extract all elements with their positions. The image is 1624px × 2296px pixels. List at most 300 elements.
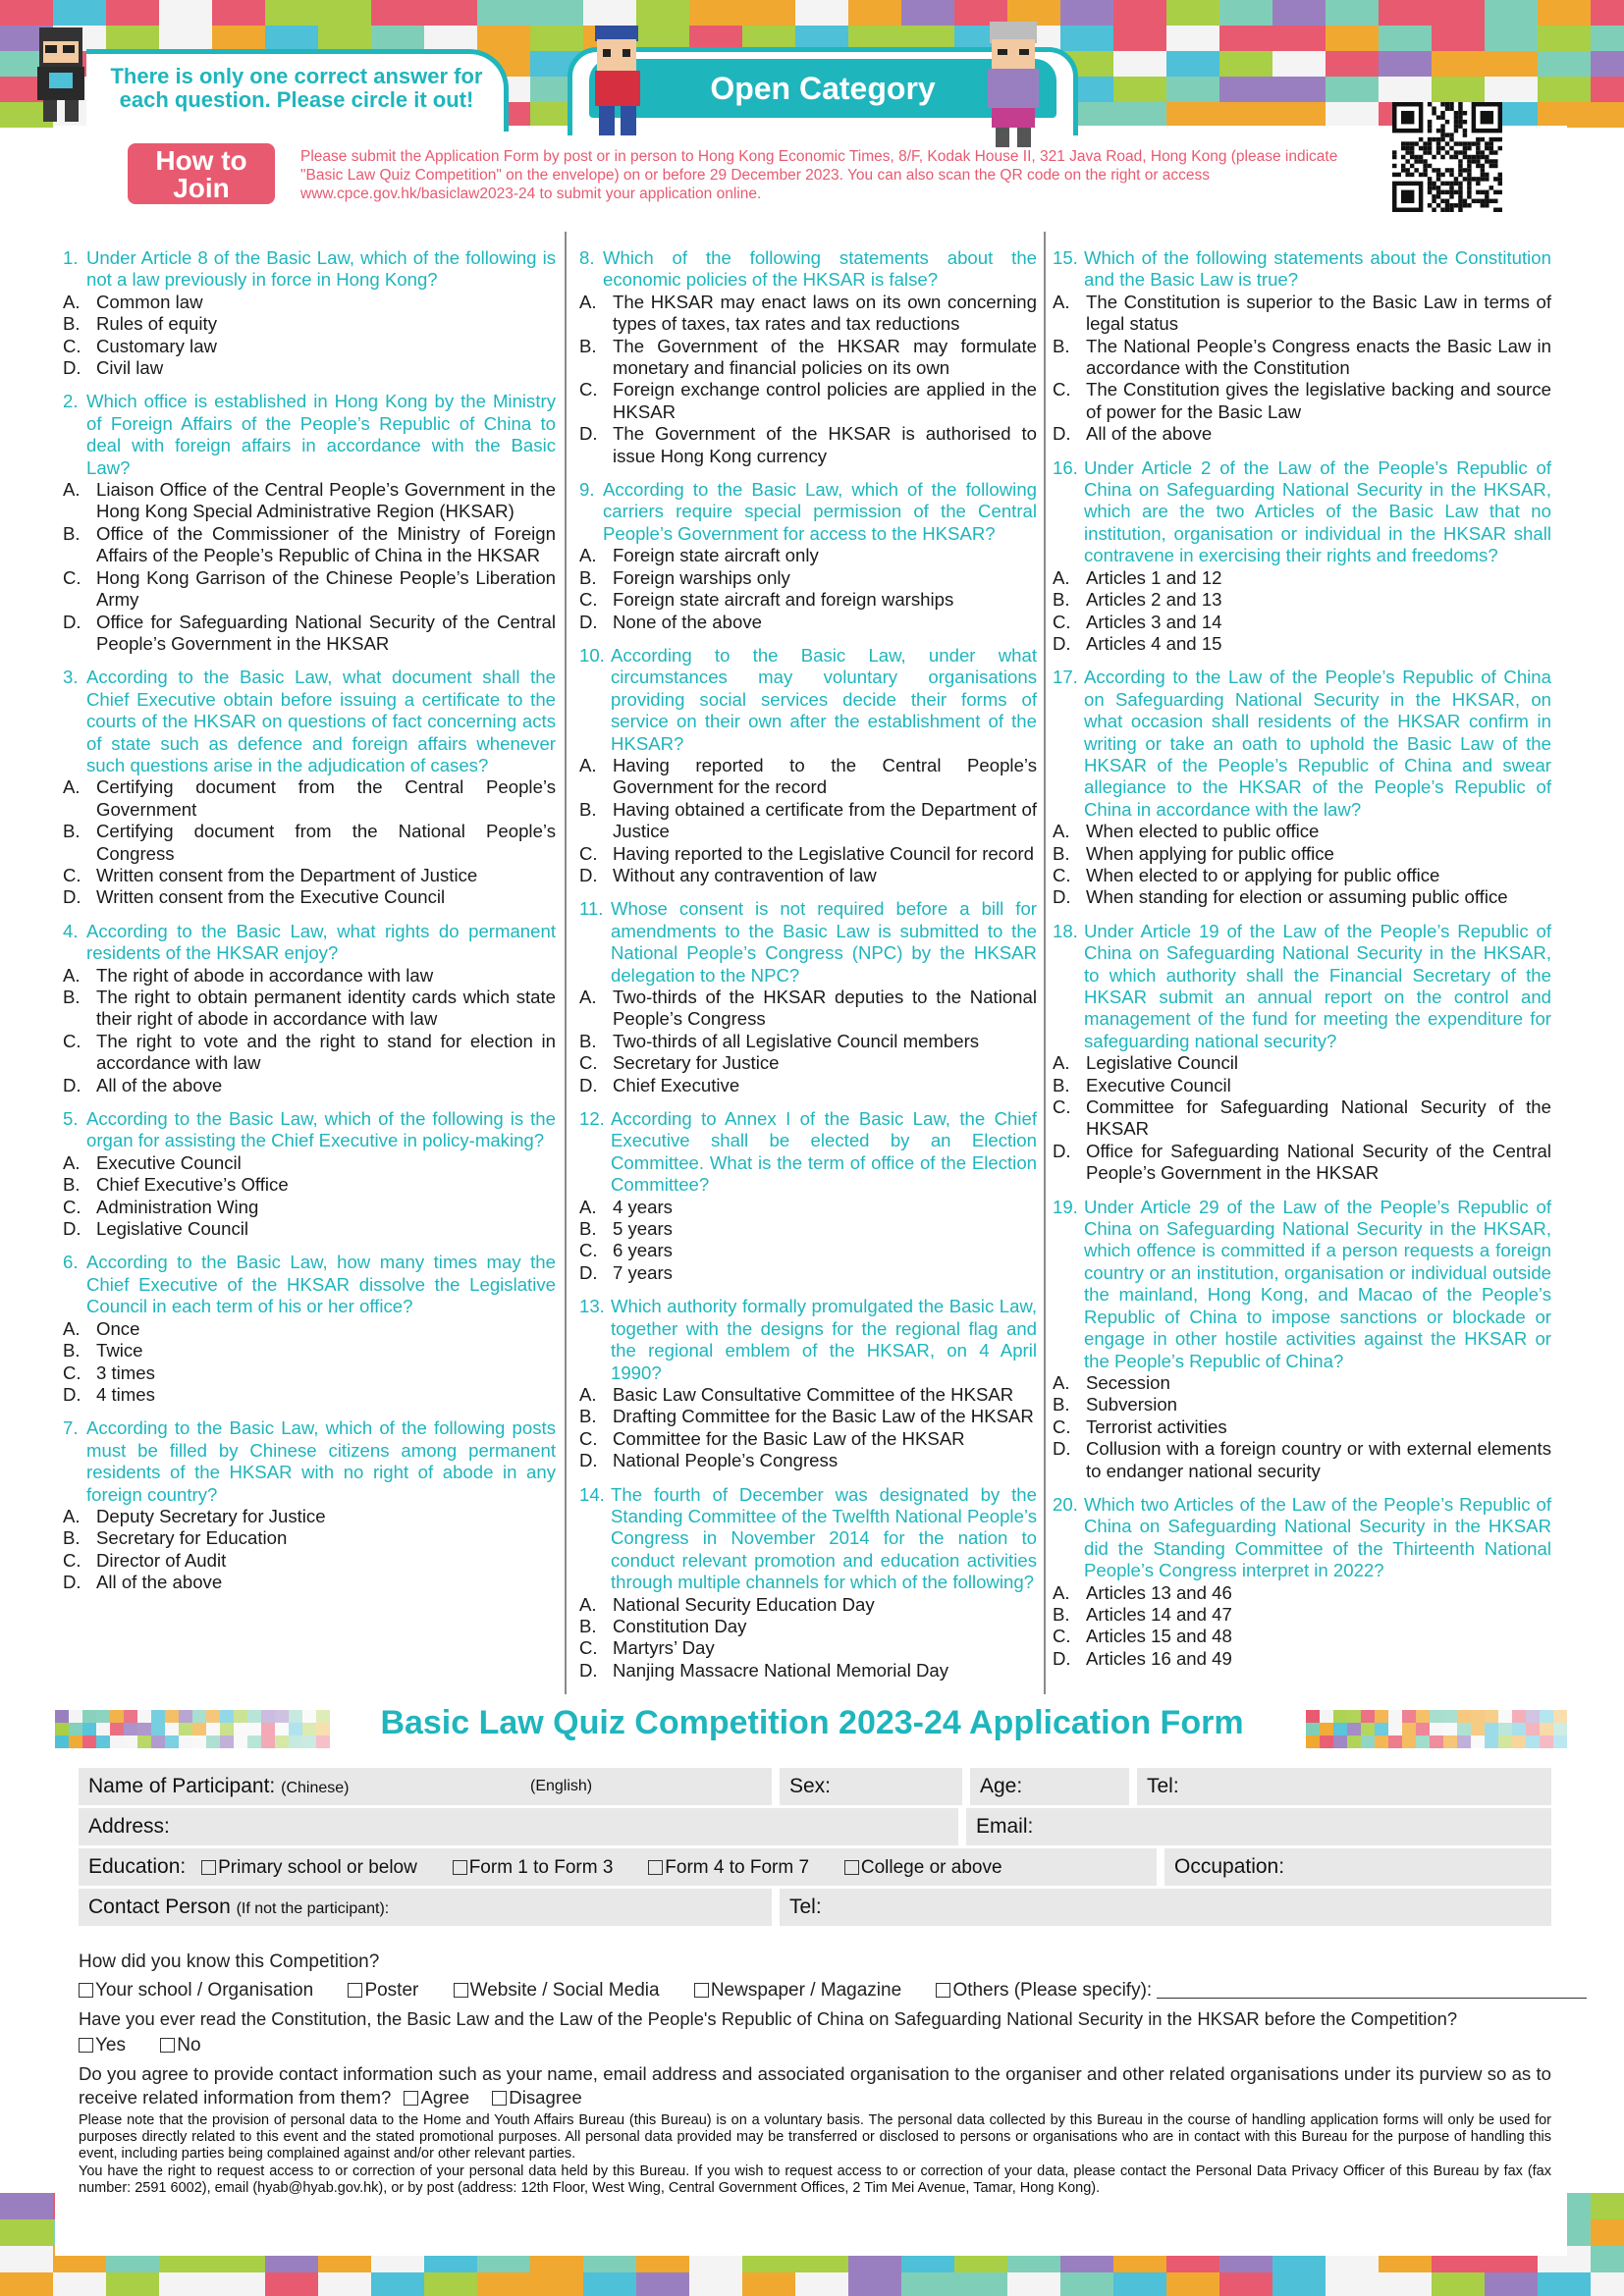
qr-module bbox=[1489, 159, 1493, 163]
qr-module bbox=[1414, 141, 1418, 145]
option-letter: B. bbox=[579, 335, 597, 356]
mosaic-tile bbox=[265, 26, 318, 51]
answer-option[interactable] bbox=[579, 1218, 1037, 1240]
option-letter: C. bbox=[63, 1362, 81, 1383]
question-body: Which office is established in Hong Kong by the Ministry of Foreign Affairs of the People’s Republic of China to deal with foreign affairs in accordance with the Basic Law? bbox=[86, 391, 556, 478]
qr-module bbox=[1428, 190, 1432, 194]
option-text: Articles 2 and 13 bbox=[1086, 589, 1222, 611]
option-text: Terrorist activities bbox=[1086, 1415, 1227, 1437]
answer-option[interactable] bbox=[63, 336, 556, 357]
qr-module bbox=[1458, 141, 1462, 145]
answer-option[interactable] bbox=[63, 776, 556, 821]
column-divider bbox=[1044, 232, 1046, 1694]
question-block bbox=[1053, 247, 1551, 446]
answer-option[interactable] bbox=[63, 1075, 556, 1096]
qr-module bbox=[1493, 208, 1497, 212]
qr-module bbox=[1445, 208, 1449, 212]
answer-option[interactable] bbox=[579, 1616, 1037, 1637]
contact-person-field[interactable] bbox=[79, 1889, 772, 1926]
education-option-form1-3[interactable]: Form 1 to Form 3 bbox=[453, 1857, 614, 1878]
answer-option[interactable] bbox=[579, 755, 1037, 799]
mosaic-tile bbox=[1591, 0, 1624, 26]
qr-module bbox=[1463, 111, 1467, 115]
qr-module bbox=[1476, 164, 1480, 168]
qr-module bbox=[1423, 141, 1427, 145]
qr-module bbox=[1432, 155, 1435, 159]
answer-option[interactable] bbox=[579, 799, 1037, 843]
mosaic-tile bbox=[848, 2272, 901, 2296]
qr-module bbox=[1476, 182, 1480, 186]
mosaic-tile bbox=[636, 0, 689, 26]
mosaic-tile bbox=[1538, 102, 1591, 128]
question-block bbox=[63, 391, 556, 655]
qr-module bbox=[1498, 208, 1502, 212]
answer-option[interactable] bbox=[1053, 821, 1551, 842]
answer-option[interactable] bbox=[1053, 567, 1551, 589]
question-body: According to the Basic Law, how many times may the Chief Executive of the HKSAR dissolve the Legislative Council in each term of his or her office? bbox=[86, 1252, 556, 1317]
qr-module bbox=[1423, 146, 1427, 150]
question-block bbox=[63, 921, 556, 1096]
answer-option[interactable] bbox=[63, 1506, 556, 1527]
answer-option[interactable] bbox=[63, 1384, 556, 1406]
mosaic-tile bbox=[1485, 26, 1538, 51]
application-form-title: Basic Law Quiz Competition 2023-24 Application Form bbox=[380, 1704, 1244, 1741]
answer-option[interactable] bbox=[1053, 1096, 1551, 1141]
mosaic-tile bbox=[1326, 0, 1379, 26]
mosaic-tile bbox=[583, 0, 636, 26]
question-number: 6. bbox=[63, 1252, 79, 1273]
mosaic-tile bbox=[689, 2272, 742, 2296]
tel-field[interactable] bbox=[1137, 1768, 1551, 1805]
email-field[interactable] bbox=[966, 1808, 1551, 1845]
answer-option[interactable] bbox=[63, 886, 556, 908]
option-letter: A. bbox=[1053, 821, 1070, 842]
option-letter: B. bbox=[579, 798, 597, 820]
question-body: Under Article 29 of the Law of the People’s Republic of China on Safeguarding National Security in the HKSAR, which offence is committed if a person requests a foreign country or an institution, organisation or individual outside the mainland, Hong Kong, and Macao of the People’s Republic of China to impose sanctions or blockade or engage in other hostile activities against the HKSAR or the People’s Republic of China? bbox=[1084, 1196, 1551, 1371]
mosaic-tile bbox=[0, 2272, 53, 2296]
option-letter: A. bbox=[579, 291, 597, 312]
mosaic-tile bbox=[1166, 2272, 1219, 2296]
answer-option[interactable] bbox=[1053, 1052, 1551, 1074]
option-text: Two-thirds of all Legislative Council members bbox=[613, 1030, 980, 1051]
mosaic-tile bbox=[1591, 2193, 1624, 2219]
mosaic-tile bbox=[106, 2272, 159, 2296]
category-title: Open Category bbox=[589, 59, 1056, 118]
answer-option[interactable] bbox=[1053, 336, 1551, 380]
qr-module bbox=[1485, 173, 1489, 177]
qr-module bbox=[1428, 177, 1432, 181]
answer-option[interactable] bbox=[1053, 589, 1551, 611]
qr-module bbox=[1401, 164, 1405, 168]
qr-module bbox=[1445, 120, 1449, 124]
qr-module bbox=[1458, 186, 1462, 189]
option-letter: A. bbox=[1053, 1581, 1070, 1603]
option-text: Chief Executive’s Office bbox=[96, 1174, 289, 1196]
mosaic-tile bbox=[318, 26, 371, 51]
agree-option-disagree[interactable]: Disagree bbox=[492, 2087, 581, 2108]
question-body: Which of the following statements about the economic policies of the HKSAR is false? bbox=[603, 247, 1037, 291]
option-text: The Constitution gives the legislative backing and source of power for the Basic Law bbox=[1086, 379, 1551, 422]
education-option-primary[interactable]: Primary school or below bbox=[201, 1857, 417, 1878]
option-letter: B. bbox=[63, 522, 81, 544]
answer-option[interactable] bbox=[579, 1052, 1037, 1074]
answer-option[interactable] bbox=[63, 1218, 556, 1240]
qr-module bbox=[1498, 173, 1502, 177]
answer-option[interactable] bbox=[63, 1362, 556, 1384]
question-text bbox=[579, 479, 1037, 545]
qr-module bbox=[1463, 133, 1467, 136]
answer-option[interactable] bbox=[579, 545, 1037, 566]
answer-option[interactable] bbox=[1053, 865, 1551, 886]
option-text: Basic Law Consultative Committee of the HKSAR bbox=[613, 1383, 1014, 1405]
qr-module bbox=[1419, 146, 1423, 150]
mosaic-tile bbox=[1591, 77, 1624, 102]
option-text: Certifying document from the National People’s Congress bbox=[96, 821, 556, 864]
answer-option[interactable] bbox=[63, 1152, 556, 1174]
mosaic-tile bbox=[901, 2272, 954, 2296]
qr-module bbox=[1428, 120, 1432, 124]
qr-module bbox=[1440, 137, 1444, 141]
question-body: According to the Basic Law, what rights do permanent residents of the HKSAR enjoy? bbox=[86, 920, 556, 964]
question-text bbox=[63, 921, 556, 965]
question-number: 18. bbox=[1053, 920, 1078, 941]
mosaic-tile bbox=[477, 0, 530, 26]
option-text: Having obtained a certificate from the Department of Justice bbox=[613, 798, 1037, 842]
answer-option[interactable] bbox=[579, 1428, 1037, 1450]
qr-module bbox=[1445, 199, 1449, 203]
privacy-paragraph-2: You have the right to request access to or correction of your personal data held by this Bureau. If you wish to request access to or correction of your data, please contact the Personal Data Privacy Officer of this Bureau by fax (fax number: 2591 6002), email (hyab@hyab.gov.hk), or by post (address: 12th Floor, West Wing, Central Government Offices, 2 Tim Mei Avenue, Tamar, Hong Kong). bbox=[79, 2163, 1551, 2196]
answer-option[interactable] bbox=[579, 1450, 1037, 1471]
answer-option[interactable] bbox=[1053, 423, 1551, 445]
qr-module bbox=[1467, 182, 1471, 186]
occupation-field[interactable] bbox=[1164, 1848, 1551, 1886]
mosaic-tile bbox=[1272, 26, 1326, 51]
form-row-education bbox=[79, 1848, 1551, 1886]
answer-option[interactable] bbox=[579, 1406, 1037, 1427]
qr-module bbox=[1481, 150, 1485, 154]
question-body: Under Article 8 of the Basic Law, which of the following is not a law previously in force in Hong Kong? bbox=[86, 247, 556, 291]
answer-option[interactable] bbox=[579, 865, 1037, 886]
qr-module bbox=[1428, 102, 1432, 106]
answer-option[interactable] bbox=[1053, 1604, 1551, 1626]
qr-module bbox=[1458, 124, 1462, 128]
question-text bbox=[1053, 921, 1551, 1052]
qr-module bbox=[1449, 194, 1453, 198]
answer-option[interactable] bbox=[63, 1550, 556, 1572]
mosaic-tile bbox=[371, 2272, 424, 2296]
question-number: 4. bbox=[63, 920, 79, 941]
option-letter: B. bbox=[1053, 589, 1070, 611]
answer-option[interactable] bbox=[63, 292, 556, 313]
option-text: Chief Executive bbox=[613, 1074, 740, 1095]
answer-option[interactable] bbox=[63, 567, 556, 612]
mosaic-tile bbox=[848, 0, 901, 26]
answer-option[interactable] bbox=[63, 965, 556, 987]
answer-option[interactable] bbox=[579, 336, 1037, 380]
answer-option[interactable] bbox=[579, 1660, 1037, 1682]
answer-option[interactable] bbox=[1053, 1372, 1551, 1394]
qr-module bbox=[1485, 146, 1489, 150]
answer-option[interactable] bbox=[63, 357, 556, 379]
answer-option[interactable] bbox=[63, 1174, 556, 1196]
mosaic-tile bbox=[318, 0, 371, 26]
answer-option[interactable] bbox=[579, 987, 1037, 1031]
question-block bbox=[1053, 1197, 1551, 1482]
qr-module bbox=[1436, 129, 1440, 133]
answer-option[interactable] bbox=[63, 313, 556, 335]
mosaic-tile bbox=[1485, 0, 1538, 26]
option-text: Foreign warships only bbox=[613, 566, 790, 588]
option-letter: B. bbox=[63, 1527, 81, 1549]
mosaic-tile bbox=[1538, 77, 1591, 102]
question-body: Which authority formally promulgated the Basic Law, together with the designs for the regional flag and the regional emblem of the HKSAR, on 4 April 1990? bbox=[611, 1296, 1037, 1383]
read-option-no[interactable]: No bbox=[160, 2035, 200, 2056]
education-option-college[interactable]: College or above bbox=[844, 1857, 1002, 1878]
question-text bbox=[579, 247, 1037, 292]
qr-module bbox=[1472, 159, 1476, 163]
answer-option[interactable] bbox=[579, 1594, 1037, 1616]
question-block bbox=[63, 1417, 556, 1593]
option-letter: A. bbox=[63, 776, 81, 798]
answer-option[interactable] bbox=[1053, 843, 1551, 865]
answer-option[interactable] bbox=[63, 1527, 556, 1549]
answer-option[interactable] bbox=[579, 1197, 1037, 1218]
qr-module bbox=[1485, 177, 1489, 181]
option-letter: C. bbox=[1053, 1415, 1071, 1437]
answer-option[interactable] bbox=[1053, 886, 1551, 908]
option-text: Articles 16 and 49 bbox=[1086, 1647, 1232, 1669]
answer-option[interactable] bbox=[63, 1318, 556, 1340]
qr-module bbox=[1410, 173, 1414, 177]
mosaic-tile bbox=[1219, 2272, 1272, 2296]
mosaic-tile bbox=[1166, 26, 1219, 51]
question-text bbox=[1053, 247, 1551, 292]
answer-option[interactable] bbox=[579, 589, 1037, 611]
qr-module bbox=[1428, 137, 1432, 141]
mosaic-tile bbox=[1379, 2272, 1432, 2296]
answer-option[interactable] bbox=[579, 1240, 1037, 1261]
option-text: 3 times bbox=[96, 1362, 155, 1383]
question-text bbox=[1053, 667, 1551, 821]
instruction-text: There is only one correct answer for each question. Please circle it out! bbox=[110, 64, 483, 112]
mosaic-tile bbox=[1591, 2272, 1624, 2296]
qr-module bbox=[1432, 199, 1435, 203]
age-field[interactable] bbox=[970, 1768, 1129, 1805]
qr-module bbox=[1454, 111, 1458, 115]
option-letter: B. bbox=[63, 821, 81, 842]
occupation-label: Occupation: bbox=[1174, 1855, 1285, 1878]
answer-option[interactable] bbox=[579, 292, 1037, 336]
mosaic-tile bbox=[0, 0, 53, 26]
mosaic-tile bbox=[954, 2272, 1007, 2296]
qr-module bbox=[1401, 155, 1405, 159]
qr-module bbox=[1428, 150, 1432, 154]
submission-instructions: Please submit the Application Form by post or in person to Hong Kong Economic Times, 8/F, Kodak House II, 321 Java Road, Hong Kong (please indicate "Basic Law Quiz Competition" on the envelope) on or before 29 December 2023. You can also scan the QR code on the right or access www.cpce.gov.hk/basiclaw2023-24 to submit your application online. bbox=[300, 148, 1338, 202]
answer-option[interactable] bbox=[579, 1262, 1037, 1284]
answer-option[interactable] bbox=[1053, 1075, 1551, 1096]
qr-module bbox=[1449, 102, 1453, 106]
email-label: Email: bbox=[976, 1815, 1034, 1838]
qr-module bbox=[1440, 124, 1444, 128]
question-number: 10. bbox=[579, 644, 605, 666]
option-letter: C. bbox=[1053, 1626, 1071, 1647]
mosaic-tile bbox=[1432, 26, 1485, 51]
qr-module bbox=[1401, 168, 1405, 172]
participant-name-field[interactable] bbox=[79, 1768, 772, 1805]
qr-module bbox=[1467, 146, 1471, 150]
answer-option[interactable] bbox=[579, 612, 1037, 633]
qr-module bbox=[1449, 208, 1453, 212]
answer-option[interactable] bbox=[63, 1340, 556, 1362]
education-option-form4-7[interactable]: Form 4 to Form 7 bbox=[648, 1857, 809, 1878]
mosaic-tile bbox=[1538, 26, 1591, 51]
qr-module bbox=[1454, 150, 1458, 154]
qr-module bbox=[1432, 111, 1435, 115]
qr-module bbox=[1432, 194, 1435, 198]
answer-option[interactable] bbox=[1053, 612, 1551, 633]
name-label: Name of Participant: bbox=[88, 1775, 276, 1797]
question-block bbox=[579, 247, 1037, 467]
answer-option[interactable] bbox=[1053, 633, 1551, 655]
option-text: When elected to public office bbox=[1086, 821, 1320, 842]
qr-module bbox=[1463, 150, 1467, 154]
mosaic-tile bbox=[212, 0, 265, 26]
mosaic-tile bbox=[742, 2272, 795, 2296]
how-option-website[interactable]: Website / Social Media bbox=[454, 1980, 660, 2001]
qr-module bbox=[1440, 102, 1444, 106]
mosaic-tile bbox=[1272, 0, 1326, 26]
how-option-others[interactable]: Others (Please specify): bbox=[936, 1980, 1152, 2001]
mosaic-tile bbox=[106, 26, 159, 51]
qr-module bbox=[1489, 150, 1493, 154]
question-body: According to Annex I of the Basic Law, the Chief Executive shall be elected by an Election Committee. What is the term of office of the Election Committee? bbox=[611, 1108, 1037, 1196]
option-text: Having reported to the Central People’s Government for the record bbox=[613, 754, 1037, 798]
qr-module bbox=[1498, 190, 1502, 194]
answer-option[interactable] bbox=[63, 612, 556, 656]
answer-option[interactable] bbox=[579, 567, 1037, 589]
qr-module bbox=[1454, 141, 1458, 145]
answer-option[interactable] bbox=[579, 423, 1037, 467]
address-label: Address: bbox=[88, 1815, 170, 1838]
answer-option[interactable] bbox=[63, 865, 556, 886]
mosaic-tile bbox=[159, 2272, 212, 2296]
qr-module bbox=[1481, 168, 1485, 172]
option-text: 4 years bbox=[613, 1196, 673, 1217]
qr-module bbox=[1392, 173, 1396, 177]
option-text: Articles 3 and 14 bbox=[1086, 611, 1222, 632]
qr-module bbox=[1481, 177, 1485, 181]
qr-module bbox=[1485, 190, 1489, 194]
qr-module bbox=[1481, 173, 1485, 177]
answer-option[interactable] bbox=[579, 1637, 1037, 1659]
qr-module bbox=[1432, 137, 1435, 141]
answer-option[interactable] bbox=[1053, 1141, 1551, 1185]
others-specify-line[interactable] bbox=[1157, 1981, 1587, 1999]
option-letter: C. bbox=[579, 1240, 598, 1261]
option-text: Hong Kong Garrison of the Chinese People’s Liberation Army bbox=[96, 566, 556, 611]
how-option-school[interactable]: Your school / Organisation bbox=[79, 1980, 313, 2001]
qr-code-icon[interactable] bbox=[1392, 102, 1502, 212]
sex-field[interactable] bbox=[780, 1768, 962, 1805]
option-text: The right to vote and the right to stand for election in accordance with law bbox=[96, 1030, 556, 1074]
answer-option[interactable] bbox=[579, 1031, 1037, 1052]
question-number: 2. bbox=[63, 391, 79, 412]
answer-option[interactable] bbox=[579, 1384, 1037, 1406]
option-text: Administration Wing bbox=[96, 1196, 259, 1217]
mosaic-tile bbox=[371, 26, 424, 51]
answer-option[interactable] bbox=[1053, 1648, 1551, 1670]
option-letter: A. bbox=[579, 1383, 597, 1405]
answer-option[interactable] bbox=[63, 1031, 556, 1075]
question-block bbox=[579, 1108, 1037, 1284]
question-body: Which of the following statements about the Constitution and the Basic Law is true? bbox=[1084, 247, 1551, 291]
qr-module bbox=[1476, 177, 1480, 181]
mosaic-tile bbox=[1272, 2272, 1326, 2296]
qr-module bbox=[1419, 173, 1423, 177]
qr-module bbox=[1485, 203, 1489, 207]
question-block bbox=[579, 898, 1037, 1096]
answer-option[interactable] bbox=[63, 479, 556, 523]
question-block bbox=[579, 645, 1037, 886]
question-block bbox=[579, 479, 1037, 633]
qr-module bbox=[1489, 141, 1493, 145]
qr-module bbox=[1467, 190, 1471, 194]
read-option-yes[interactable]: Yes bbox=[79, 2035, 126, 2056]
answer-option[interactable] bbox=[1053, 1438, 1551, 1482]
answer-option[interactable] bbox=[63, 987, 556, 1031]
answer-option[interactable] bbox=[579, 843, 1037, 865]
qr-module bbox=[1423, 168, 1427, 172]
mosaic-tile bbox=[1591, 102, 1624, 128]
qr-module bbox=[1449, 106, 1453, 110]
answer-option[interactable] bbox=[1053, 292, 1551, 336]
option-text: The Government of the HKSAR may formulate monetary and financial policies on its own bbox=[613, 335, 1037, 379]
mosaic-tile bbox=[742, 0, 795, 26]
answer-option[interactable] bbox=[579, 1075, 1037, 1096]
qr-module bbox=[1392, 155, 1396, 159]
answer-option[interactable] bbox=[63, 523, 556, 567]
answer-option[interactable] bbox=[63, 1197, 556, 1218]
qr-module bbox=[1458, 168, 1462, 172]
answer-option[interactable] bbox=[1053, 1394, 1551, 1415]
contact-tel-field[interactable] bbox=[780, 1889, 1551, 1926]
option-letter: A. bbox=[579, 754, 597, 775]
qr-module bbox=[1410, 150, 1414, 154]
mosaic-tile bbox=[1326, 102, 1379, 128]
question-number: 20. bbox=[1053, 1493, 1078, 1515]
how-option-newspaper[interactable]: Newspaper / Magazine bbox=[694, 1980, 901, 2001]
qr-module bbox=[1436, 173, 1440, 177]
answer-option[interactable] bbox=[579, 379, 1037, 423]
question-body: Under Article 2 of the Law of the People’s Republic of China on Safeguarding National Security in the HKSAR, which are the two Articles of the Basic Law that no institution, organisation or individual in the HKSAR shall contravene in exercising their rights and freedoms? bbox=[1084, 456, 1551, 566]
qr-module bbox=[1436, 115, 1440, 119]
option-letter: B. bbox=[63, 313, 81, 335]
answer-option[interactable] bbox=[1053, 379, 1551, 423]
answer-option[interactable] bbox=[1053, 1626, 1551, 1647]
option-text: Articles 13 and 46 bbox=[1086, 1581, 1232, 1603]
answer-option[interactable] bbox=[1053, 1582, 1551, 1604]
qr-module bbox=[1498, 182, 1502, 186]
mosaic-tile bbox=[1379, 77, 1432, 102]
address-field[interactable] bbox=[79, 1808, 958, 1845]
answer-option[interactable] bbox=[63, 1572, 556, 1593]
answer-option[interactable] bbox=[1053, 1416, 1551, 1438]
agree-option-agree[interactable]: Agree bbox=[404, 2087, 469, 2108]
qr-module bbox=[1392, 164, 1396, 168]
answer-option[interactable] bbox=[63, 821, 556, 865]
qr-module bbox=[1458, 190, 1462, 194]
how-option-poster[interactable]: Poster bbox=[348, 1980, 418, 2001]
